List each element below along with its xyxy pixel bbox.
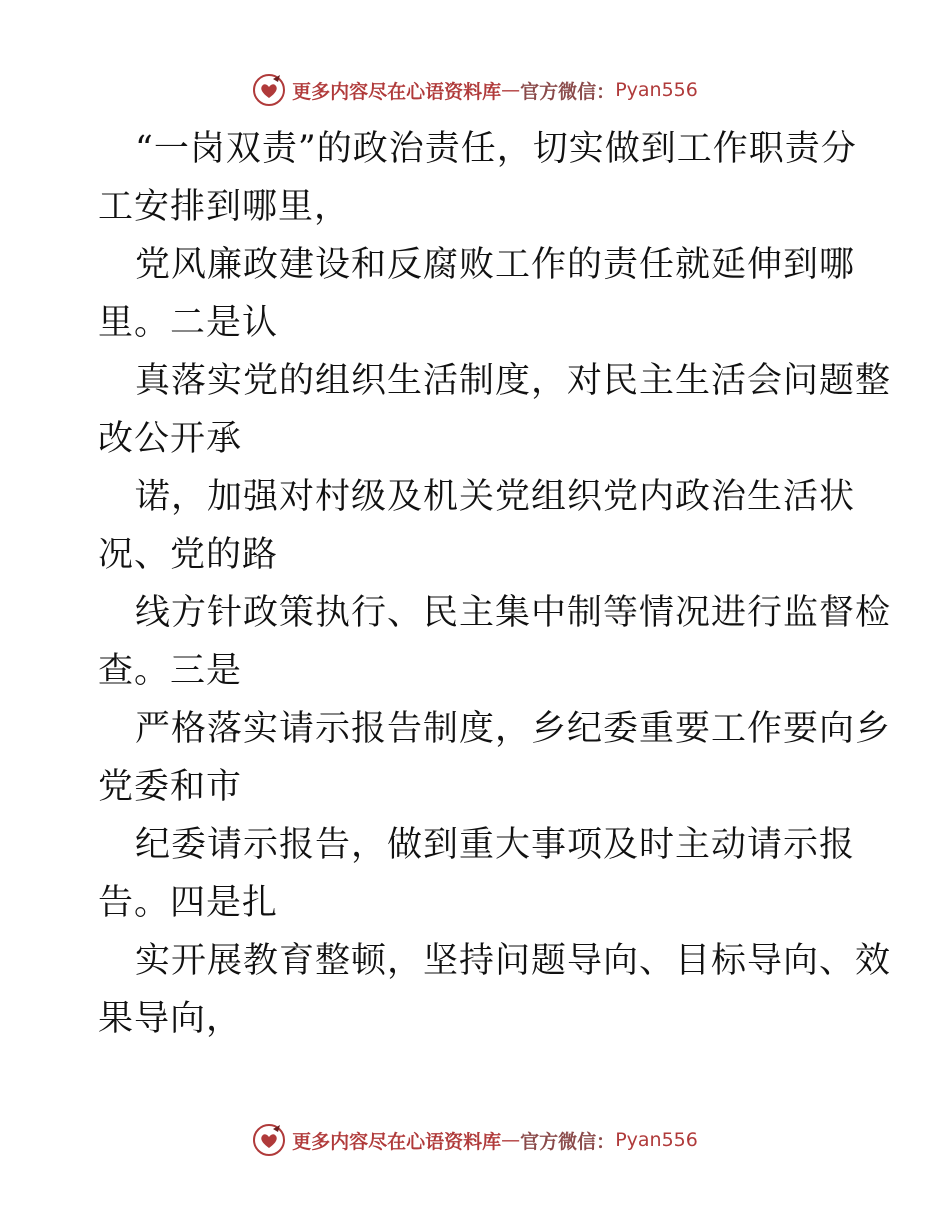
text-line: 诺，加强对村级及机关党组织党内政治生活状 xyxy=(135,477,856,517)
heart-pen-logo-icon xyxy=(252,1123,286,1157)
text-line: 改公开承 xyxy=(98,419,243,459)
header-watermark xyxy=(0,70,950,110)
text-line: 里。二是认 xyxy=(98,303,279,343)
text-line: 告。四是扎 xyxy=(98,883,279,923)
watermark-separator: — xyxy=(501,79,521,101)
watermark-wechat-id: Pyan556 xyxy=(615,79,698,101)
text-line: 严格落实请示报告制度，乡纪委重要工作要向乡 xyxy=(135,709,892,749)
text-line: 果导向， xyxy=(98,999,243,1039)
text-line: “一岗双责”的政治责任，切实做到工作职责分 xyxy=(135,129,857,169)
text-line: 实开展教育整顿，坚持问题导向、目标导向、效 xyxy=(135,941,892,981)
watermark-official-label: 官方微信： xyxy=(520,1130,616,1153)
text-line: 查。三是 xyxy=(98,651,243,691)
watermark-wechat-id: Pyan556 xyxy=(615,1129,698,1151)
watermark-official-label: 官方微信： xyxy=(520,80,616,103)
watermark-main-text: 更多内容尽在心语资料库 xyxy=(292,80,502,103)
text-line: 工安排到哪里， xyxy=(98,187,351,227)
text-line: 线方针政策执行、民主集中制等情况进行监督检 xyxy=(135,593,892,633)
text-line: 真落实党的组织生活制度，对民主生活会问题整 xyxy=(135,361,892,401)
text-line: 党委和市 xyxy=(98,767,243,807)
text-line: 纪委请示报告，做到重大事项及时主动请示报 xyxy=(135,825,856,865)
watermark-main-text: 更多内容尽在心语资料库 xyxy=(292,1130,502,1153)
watermark-separator: — xyxy=(501,1129,521,1151)
text-line: 况、党的路 xyxy=(98,535,279,575)
text-line: 党风廉政建设和反腐败工作的责任就延伸到哪 xyxy=(135,245,856,285)
heart-pen-logo-icon xyxy=(252,73,286,107)
footer-watermark xyxy=(0,1120,950,1160)
